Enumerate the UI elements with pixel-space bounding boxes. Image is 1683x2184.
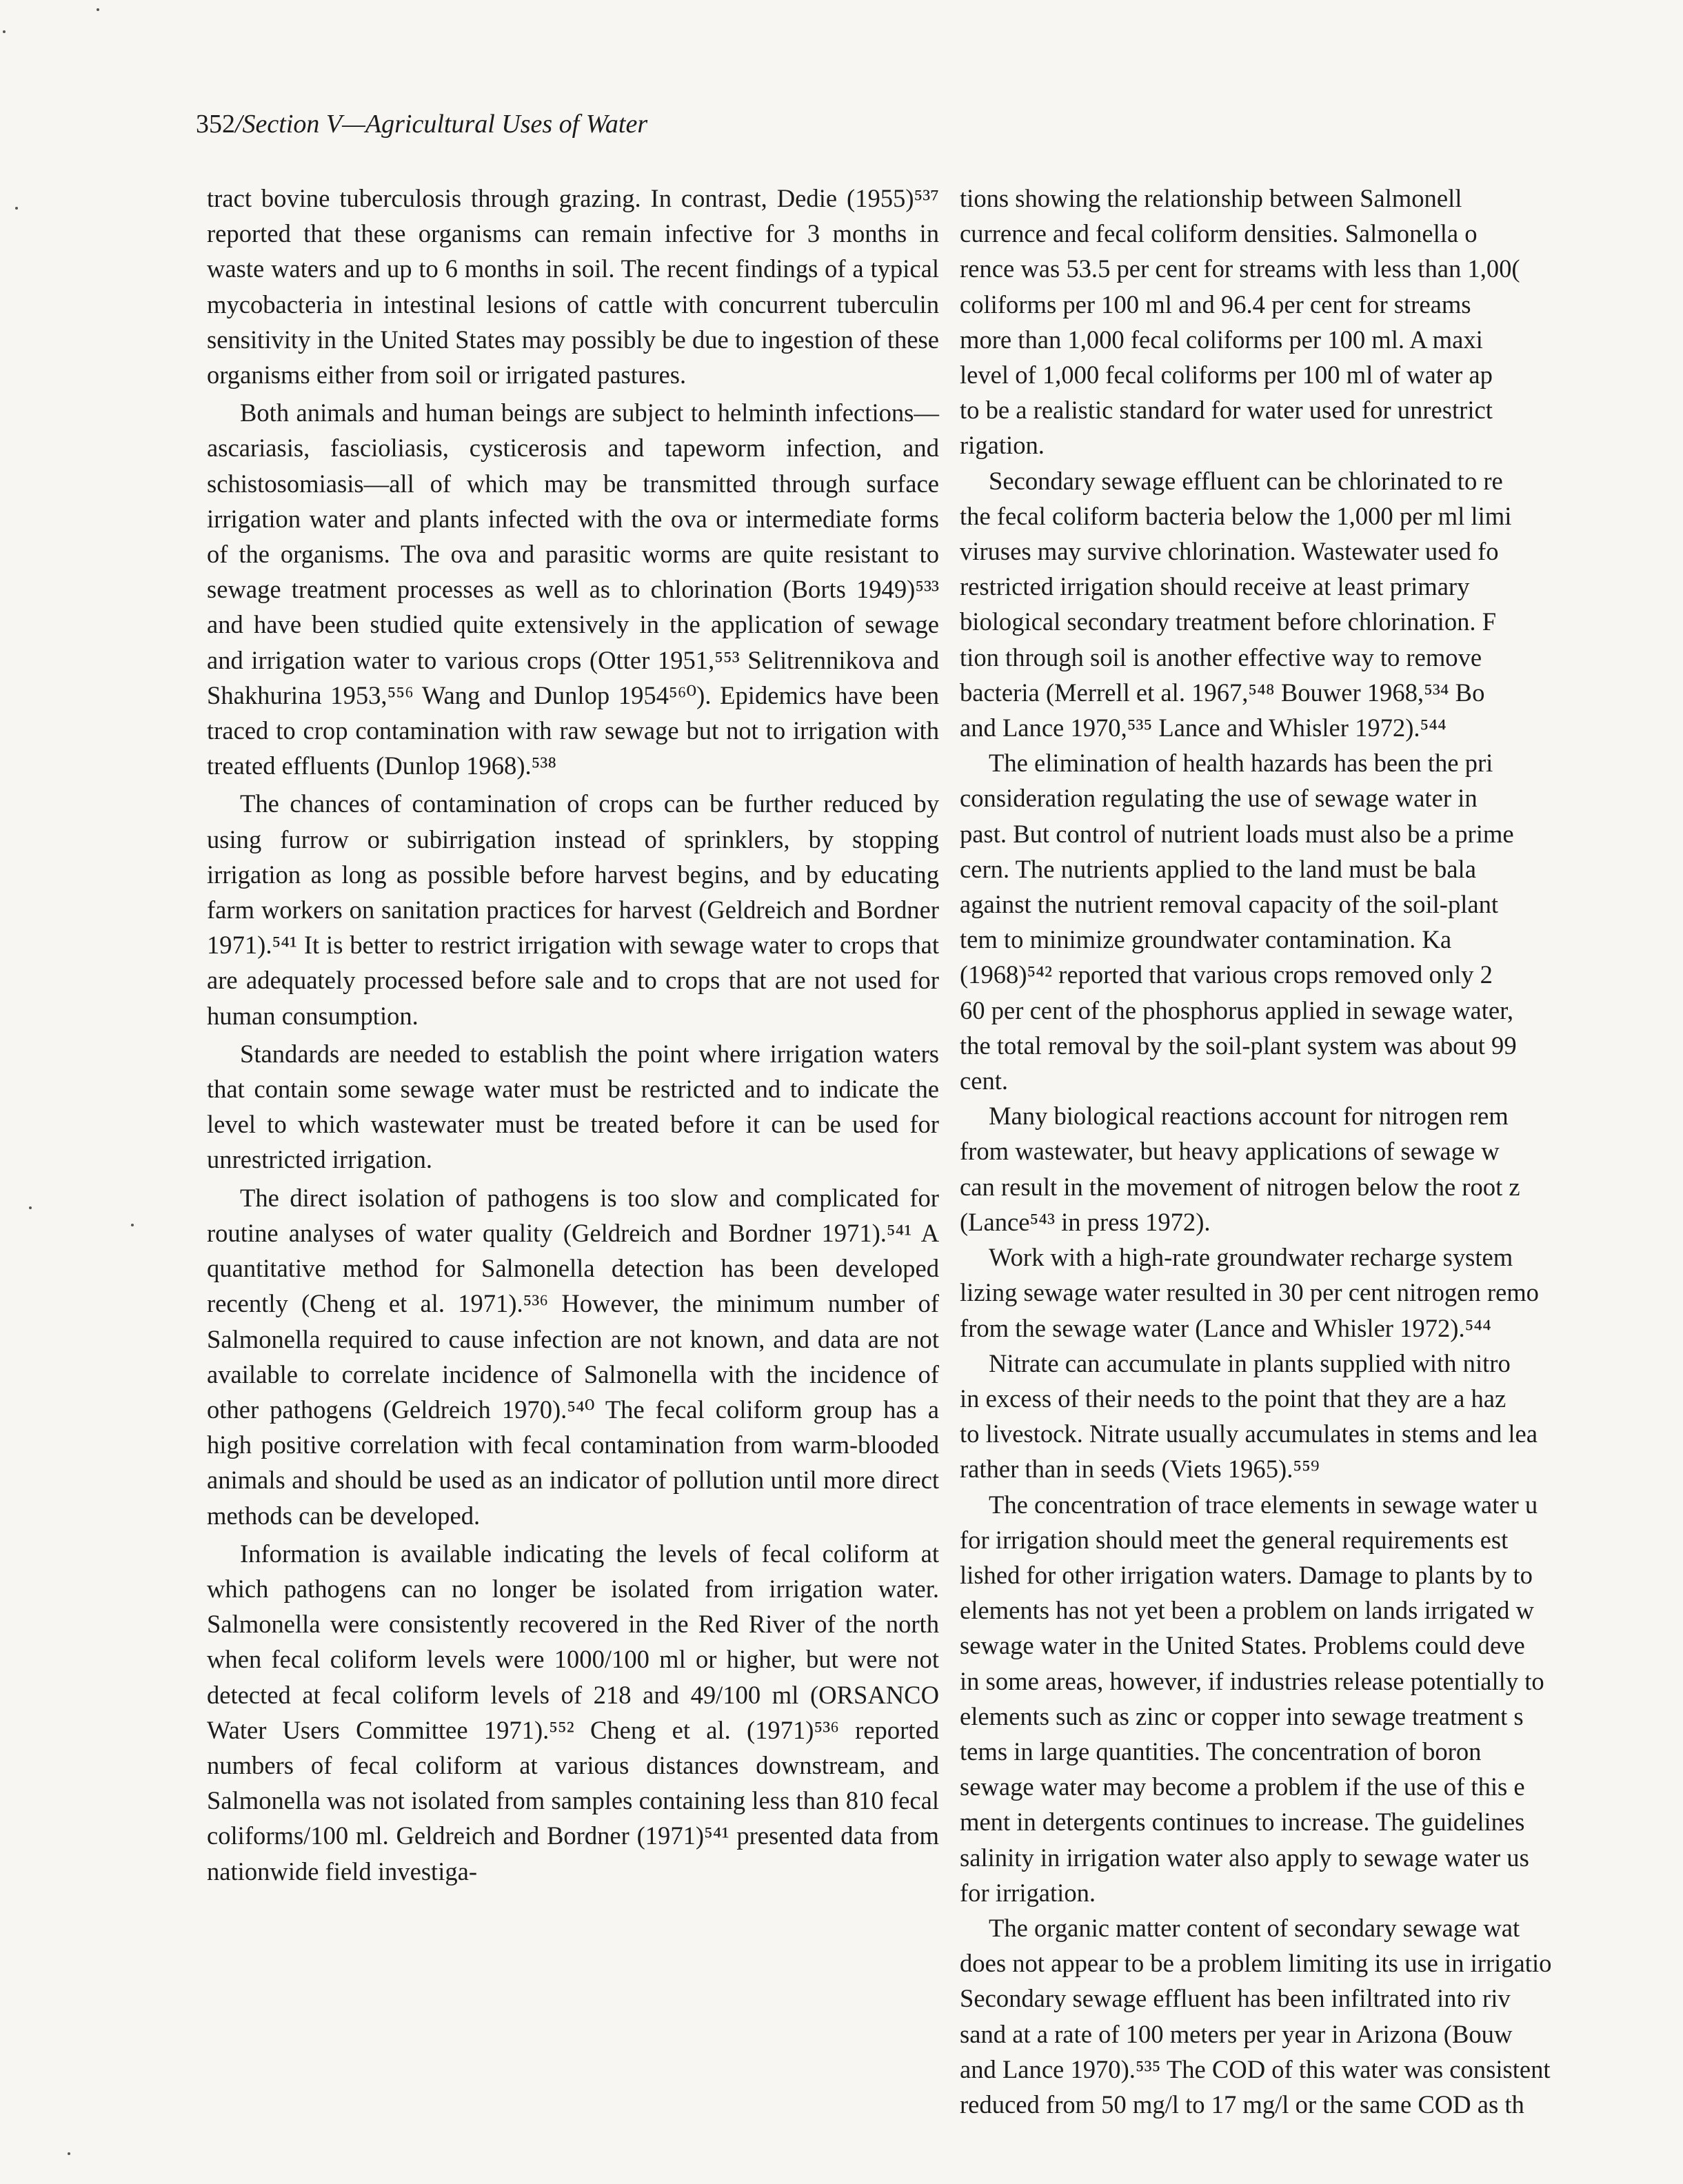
scan-speck — [15, 207, 18, 210]
paragraph: Both animals and human beings are subject to helminth infections—ascariasis, fascioliasis, cysticerosis and tapeworm infection, and schistosomiasis—all of which may be transmitted through surface irrigation water and plants infected with the ova or intermediate forms of the organisms. The ova and parasitic worms are quite resistant to sewage treatment processes as well as to chlorination (Borts 1949)⁵³³ and have been studied quite extensively in the application of sewage and irrigation water to various crops (Otter 1951,⁵⁵³ Selitrennikova and Shakhurina 1953,⁵⁵⁶ Wang and Dunlop 1954⁵⁶⁰). Epidemics have been traced to crop contamination with raw sewage but not to irrigation with treated effluents (Dunlop 1968).⁵³⁸ — [207, 398, 939, 780]
text-line: tion through soil is another effective way to remove — [960, 643, 1482, 671]
scan-speck — [68, 2152, 70, 2155]
text-line: Work with a high-rate groundwater recharge system — [989, 1243, 1513, 1272]
scan-speck — [131, 1224, 134, 1226]
text-line: for irrigation should meet the general requirements est — [960, 1525, 1509, 1554]
text-line: cern. The nutrients applied to the land must be bala — [960, 854, 1476, 883]
text-line: the fecal coliform bacteria below the 1,000 per ml limi — [960, 501, 1512, 530]
text-line: from the sewage water (Lance and Whisler 1972).⁵⁴⁴ — [960, 1313, 1491, 1342]
text-line: viruses may survive chlorination. Wastewater used fo — [960, 537, 1499, 566]
text-line: for irrigation. — [960, 1878, 1096, 1907]
text-line: 60 per cent of the phosphorus applied in sewage water, — [960, 995, 1514, 1024]
text-line: past. But control of nutrient loads must also be a prime — [960, 819, 1514, 848]
text-line: coliforms per 100 ml and 96.4 per cent for streams — [960, 290, 1471, 318]
paragraph: The direct isolation of pathogens is too slow and complicated for routine analyses of water quality (Geldreich and Bordner 1971).⁵⁴¹ A quantitative method for Salmonella detection has been developed recently (Cheng et al. 1971).⁵³⁶ However, the minimum number of Salmonella required to cause infection are not known, and data are not available to correlate incidence of Salmonella with the incidence of other pathogens (Geldreich 1970).⁵⁴⁰ The fecal coliform group has a high positive correlation with fecal contamination from warm-blooded animals and should be used as an indicator of pollution until more direct methods can be developed. — [207, 1183, 939, 1530]
text-line: rather than in seeds (Viets 1965).⁵⁵⁹ — [960, 1455, 1320, 1484]
text-line: tions showing the relationship between Salmonell — [960, 184, 1462, 212]
text-line: and Lance 1970).⁵³⁵ The COD of this water was consistent — [960, 2054, 1551, 2083]
text-line: cent. — [960, 1066, 1009, 1095]
text-line: biological secondary treatment before chlorination. F — [960, 607, 1497, 636]
text-line: ment in detergents continues to increase. The guidelines — [960, 1808, 1525, 1837]
text-line: rigation. — [960, 431, 1045, 460]
text-line: and Lance 1970,⁵³⁵ Lance and Whisler 1972).⁵⁴⁴ — [960, 714, 1447, 742]
text-line: The elimination of health hazards has been the pri — [989, 749, 1493, 778]
text-line: can result in the movement of nitrogen below the root z — [960, 1172, 1520, 1201]
text-line: the total removal by the soil-plant system was about 99 — [960, 1031, 1517, 1060]
text-line: more than 1,000 fecal coliforms per 100 ml. A maxi — [960, 325, 1483, 354]
text-line: sewage water in the United States. Problems could deve — [960, 1631, 1525, 1660]
text-line: elements such as zinc or copper into sewage treatment s — [960, 1701, 1524, 1730]
text-line: consideration regulating the use of sewage water in — [960, 784, 1478, 813]
text-line: restricted irrigation should receive at least primary — [960, 572, 1470, 601]
text-line: currence and fecal coliform densities. Salmonella o — [960, 219, 1478, 248]
right-column-clip — [960, 0, 1683, 2184]
text-line: Nitrate can accumulate in plants supplied with nitro — [989, 1348, 1511, 1377]
text-line: elements has not yet been a problem on lands irrigated w — [960, 1596, 1534, 1625]
scan-speck — [3, 30, 6, 33]
paragraph: tract bovine tuberculosis through grazing. In contrast, Dedie (1955)⁵³⁷ reported that these organisms can remain infective for 3 months in waste waters and up to 6 months in soil. The recent findings of a typical mycobacteria in intestinal lesions of cattle with concurrent tuberculin sensitivity in the United States may possibly be due to ingestion of these organisms either from soil or irrigated pastures. — [207, 184, 939, 390]
paragraph: Standards are needed to establish the point where irrigation waters that contain some sewage water must be restricted and to indicate the level to which wastewater must be treated before it can be used for unrestricted irrigation. — [207, 1039, 939, 1174]
text-line: Secondary sewage effluent can be chlorinated to re — [989, 466, 1503, 495]
text-line: level of 1,000 fecal coliforms per 100 ml of water ap — [960, 361, 1493, 390]
text-line: tems in large quantities. The concentration of boron — [960, 1737, 1482, 1766]
text-line: salinity in irrigation water also apply to sewage water us — [960, 1843, 1529, 1872]
paragraph: Information is available indicating the levels of fecal coliform at which pathogens can no longer be isolated from irrigation water. Salmonella were consistently recovered in the Red River of the north when fecal coliform levels were 1000/100 ml or higher, but were not detected at fecal coliform levels of 218 and 49/100 ml (ORSANCO Water Users Committee 1971).⁵⁵² Cheng et al. (1971)⁵³⁶ reported numbers of fecal coliform at various distances downstream, and Salmonella was not isolated from samples containing less than 810 fecal coliforms/100 ml. Geldreich and Bordner (1971)⁵⁴¹ presented data from nationwide field investiga- — [207, 1539, 939, 1885]
page-header — [196, 109, 647, 139]
text-line: in some areas, however, if industries release potentially to — [960, 1666, 1544, 1695]
text-line: sewage water may become a problem if the use of this e — [960, 1772, 1525, 1801]
text-line: The concentration of trace elements in sewage water u — [989, 1490, 1538, 1519]
left-column — [207, 181, 939, 1892]
scan-speck — [29, 1206, 32, 1209]
text-line: in excess of their needs to the point that they are a haz — [960, 1384, 1506, 1413]
text-line: reduced from 50 mg/l to 17 mg/l or the same COD as th — [960, 2090, 1524, 2119]
text-line: does not appear to be a problem limiting its use in irrigatio — [960, 1949, 1552, 1978]
text-line: rence was 53.5 per cent for streams with less than 1,00( — [960, 254, 1520, 283]
page-number: 352 — [196, 110, 235, 139]
section-title: /Section V—Agricultural Uses of Water — [235, 110, 648, 139]
text-line: against the nutrient removal capacity of the soil-plant — [960, 890, 1499, 919]
text-line: lished for other irrigation waters. Damage to plants by to — [960, 1560, 1533, 1589]
text-line: bacteria (Merrell et al. 1967,⁵⁴⁸ Bouwer 1968,⁵³⁴ Bo — [960, 678, 1485, 707]
scan-speck — [97, 8, 99, 11]
text-line: sand at a rate of 100 meters per year in Arizona (Bouw — [960, 2019, 1513, 2048]
text-line: Many biological reactions account for nitrogen rem — [989, 1102, 1509, 1131]
text-line: (1968)⁵⁴² reported that various crops removed only 2 — [960, 960, 1493, 989]
text-line: (Lance⁵⁴³ in press 1972). — [960, 1207, 1211, 1236]
paragraph: The chances of contamination of crops can be further reduced by using furrow or subirrigation instead of sprinklers, by stopping irrigation as long as possible before harvest begins, and by educating farm workers on sanitation practices for harvest (Geldreich and Bordner 1971).⁵⁴¹ It is better to restrict irrigation with sewage water to crops that are adequately processed before sale and to crops that are not used for human consumption. — [207, 789, 939, 1030]
text-line: from wastewater, but heavy applications of sewage w — [960, 1137, 1500, 1166]
text-line: lizing sewage water resulted in 30 per cent nitrogen remo — [960, 1278, 1539, 1307]
right-column — [960, 181, 1683, 2122]
text-line: to livestock. Nitrate usually accumulates in stems and lea — [960, 1419, 1538, 1448]
text-line: Secondary sewage effluent has been infiltrated into riv — [960, 1984, 1511, 2013]
text-line: to be a realistic standard for water used for unrestrict — [960, 396, 1493, 425]
text-line: The organic matter content of secondary sewage wat — [989, 1913, 1520, 1942]
text-line: tem to minimize groundwater contamination. Ka — [960, 925, 1452, 954]
